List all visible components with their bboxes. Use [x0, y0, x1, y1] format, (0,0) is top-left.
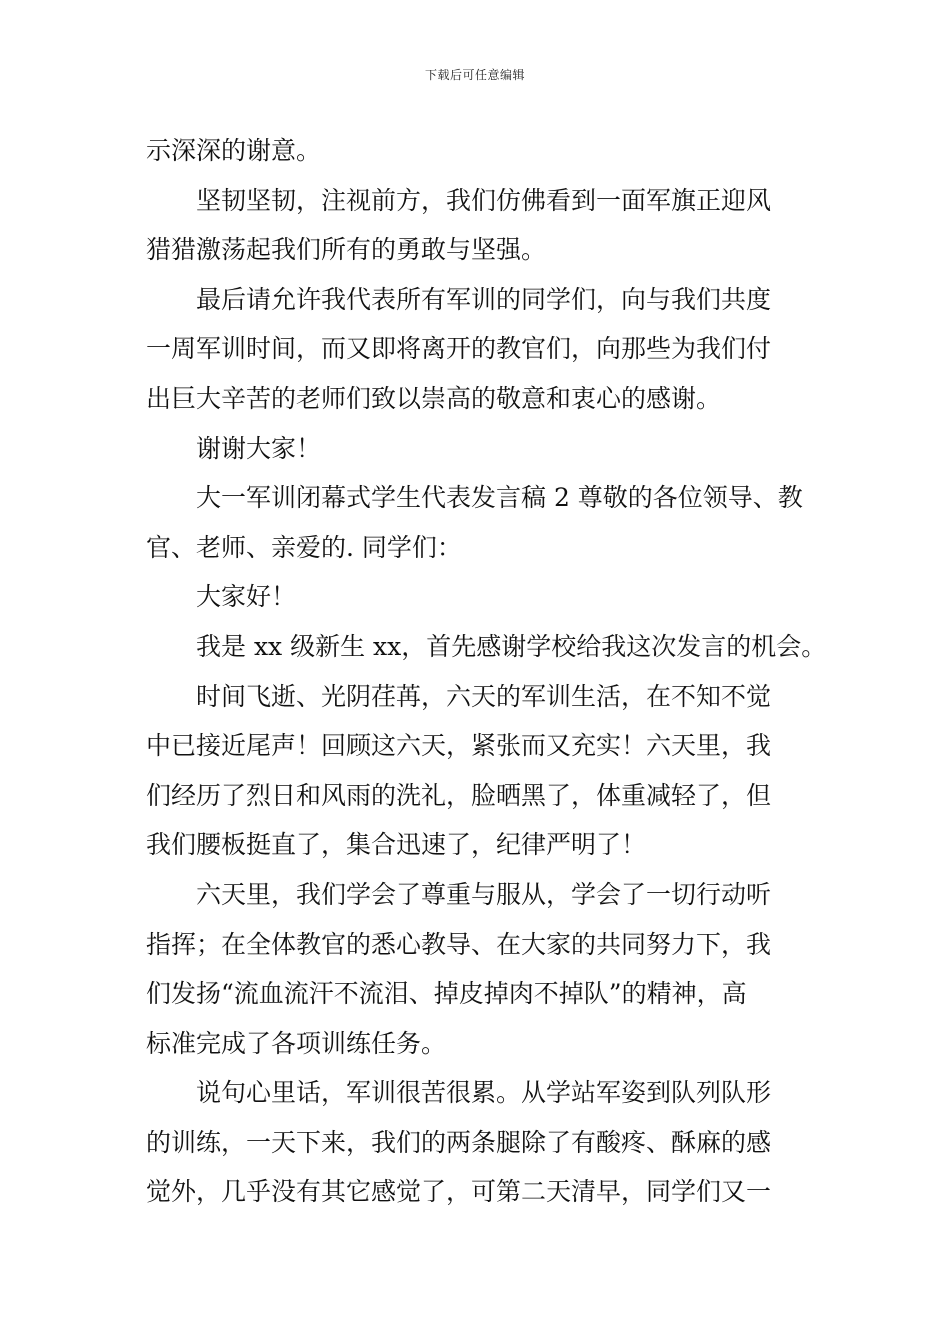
text-line: 大家好！: [196, 582, 297, 612]
text-line: 们发扬“流血流汗不流泪、掉皮掉肉不掉队”的精神，高: [146, 979, 747, 1009]
text-line: 出巨大辛苦的老师们致以崇高的敬意和衷心的感谢。: [146, 383, 722, 413]
text-line: 大一军训闭幕式学生代表发言稿 2 尊敬的各位领导、教: [196, 483, 803, 513]
text-line: 标准完成了各项训练任务。: [146, 1028, 447, 1058]
page-header: 下载后可任意编辑: [424, 68, 525, 82]
text-line: 们经历了烈日和风雨的洗礼，脸晒黑了，体重减轻了，但: [146, 780, 772, 810]
text-line: 的训练，一天下来，我们的两条腿除了有酸疼、酥麻的感: [146, 1127, 772, 1157]
document-body: [146, 126, 827, 1217]
text-line: 我是 xx 级新生 xx，首先感谢学校给我这次发言的机会。: [196, 631, 827, 661]
text-line: 一周军训时间，而又即将离开的教官们，向那些为我们付: [146, 334, 772, 364]
text-line: 坚韧坚韧，注视前方，我们仿佛看到一面军旗正迎风: [196, 185, 772, 215]
text-line: 说句心里话，军训很苦很累。从学站军姿到队列队形: [196, 1078, 772, 1108]
text-line: 我们腰板挺直了，集合迅速了，纪律严明了！: [146, 830, 647, 860]
text-line: 猎猎激荡起我们所有的勇敢与坚强。: [146, 235, 547, 265]
text-line: 时间飞逝、光阴荏苒，六天的军训生活，在不知不觉: [196, 681, 772, 711]
text-line: 觉外，几乎没有其它感觉了，可第二天清早，同学们又一: [146, 1177, 772, 1207]
text-line: 官、老师、亲爱的. 同学们：: [146, 532, 462, 562]
text-line: 六天里，我们学会了尊重与服从，学会了一切行动听: [196, 879, 772, 909]
text-line: 中已接近尾声！回顾这六天，紧张而又充实！六天里，我: [146, 731, 772, 761]
text-line: 指挥；在全体教官的悉心教导、在大家的共同努力下，我: [146, 929, 772, 959]
text-line: 最后请允许我代表所有军训的同学们，向与我们共度: [196, 284, 772, 314]
text-line: 示深深的谢意。: [146, 136, 322, 165]
text-line: 谢谢大家！: [196, 433, 322, 463]
